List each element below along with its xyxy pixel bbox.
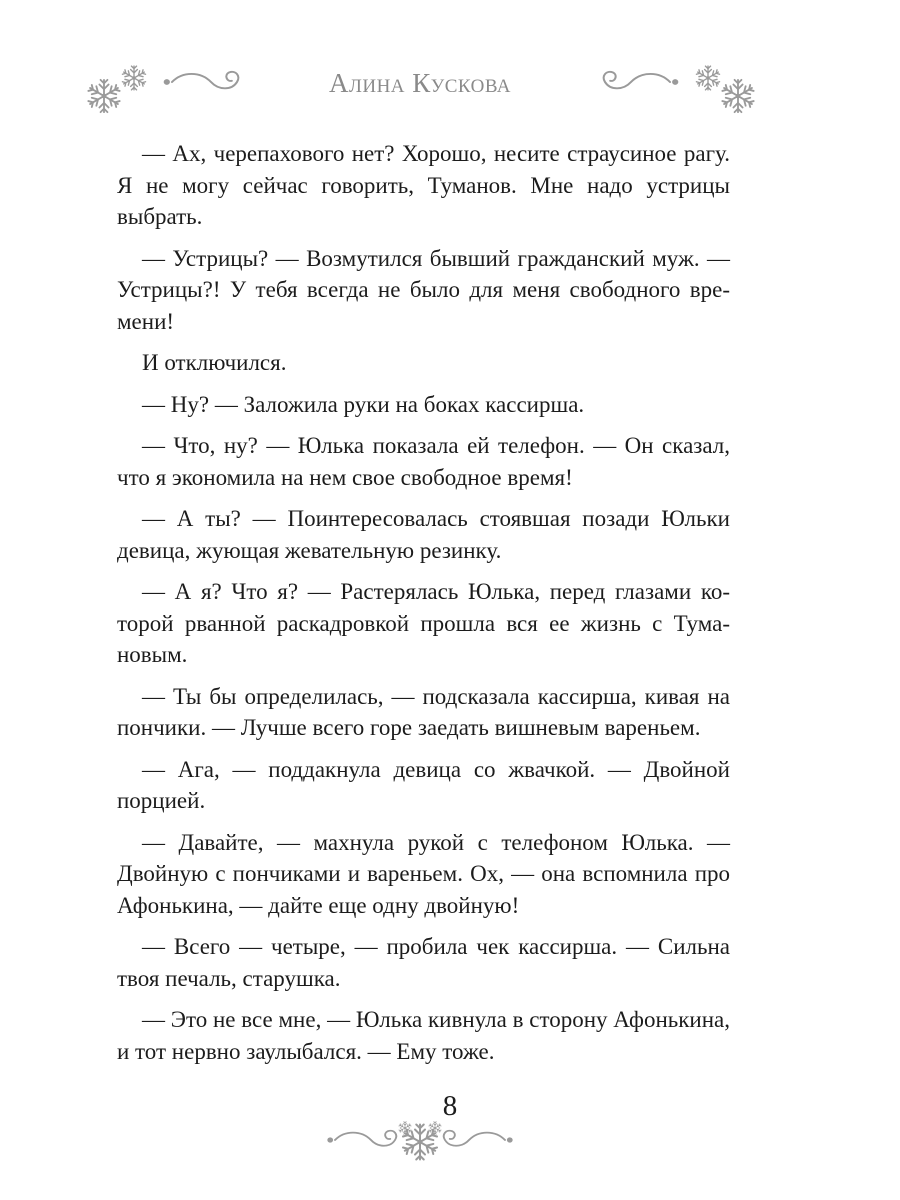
paragraph: — Это не все мне, — Юлька кивнула в сторону Афонькина, и тот нервно заулыбался. — Ему тоже. — [117, 1007, 730, 1064]
page-number: 8 — [442, 1090, 458, 1122]
author-name: Алина Кускова — [328, 68, 512, 98]
paragraph: — Всего — четыре, — пробила чек кассирша. — Сильна твоя печаль, старушка. — [117, 934, 730, 991]
paragraph: — Ну? — Заложила руки на боках кассирша. — [142, 391, 585, 417]
snowflake-ornament-icon — [590, 56, 762, 116]
paragraph: — Ах, черепахового нет? Хорошо, несите страусиное рагу. Я не могу сейчас говорить, Туманов. Мне надо устрицы выбрать. — [117, 141, 730, 229]
snowflake-flourish-icon — [325, 1118, 515, 1168]
running-head — [0, 56, 900, 116]
paragraph: — Ты бы определилась, — подсказала кассирша, кивая на пончики. — Лучше всего горе заедать вишневым вареньем. — [117, 683, 730, 740]
body-text — [117, 138, 730, 1077]
snowflake-ornament-icon — [80, 56, 252, 116]
paragraph: — Давайте, — махнула рукой с телефоном Юлька. — Двойную с пончиками и вареньем. Ох, — она вспомнила про Афонькина, — дайте еще одну двойную! — [117, 829, 730, 918]
paragraph: — Устрицы? — Возмутился бывший гражданский муж. — Устрицы?! У тебя всегда не было для меня свободного времени! — [117, 245, 730, 334]
paragraph: — Ага, — поддакнула девица со жвачкой. — Двойной порцией. — [117, 756, 730, 813]
paragraph: И отключился. — [142, 350, 287, 375]
paragraph: — А я? Что я? — Растерялась Юлька, перед глазами которой рванной раскадровкой прошла вся ее жизнь с Тумановым. — [117, 579, 730, 667]
paragraph: — А ты? — Поинтересовалась стоявшая позади Юльки девица, жующая жевательную резинку. — [117, 506, 730, 563]
paragraph: — Что, ну? — Юлька показала ей телефон. — Он сказал, что я экономила на нем свое свободное время! — [117, 433, 730, 490]
